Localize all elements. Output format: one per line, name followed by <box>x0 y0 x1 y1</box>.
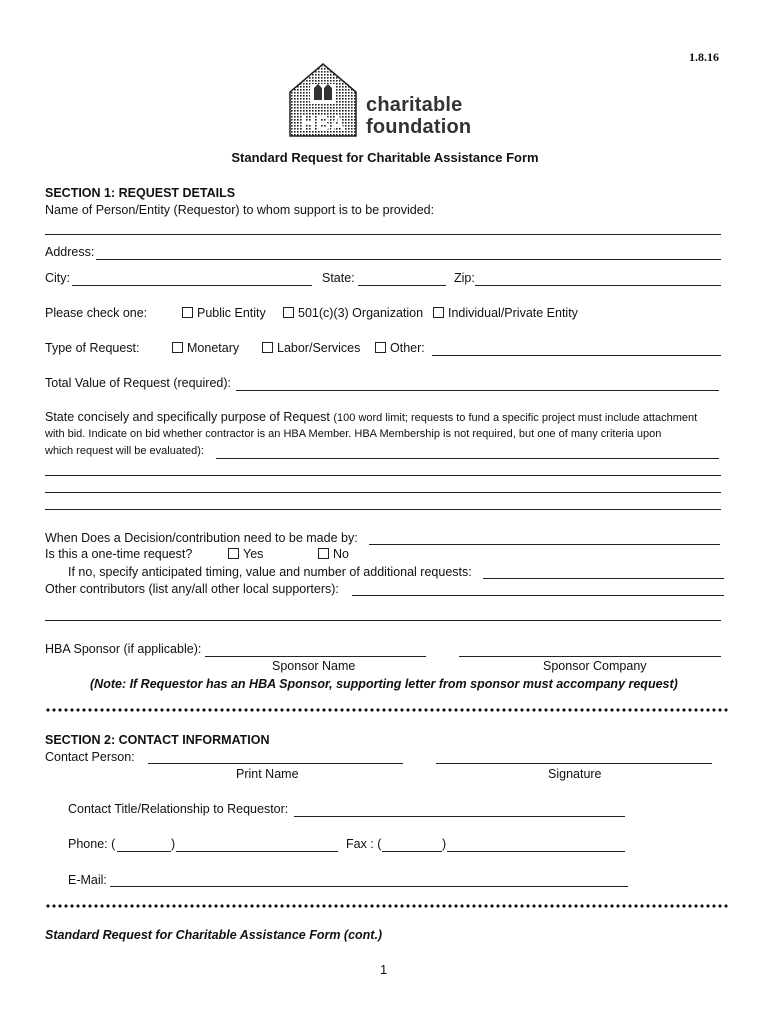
purpose-field-2[interactable] <box>45 475 721 476</box>
logo-word-charitable: charitable <box>366 94 463 116</box>
page-number: 1 <box>380 962 388 977</box>
print-name-field[interactable] <box>148 763 403 764</box>
other-contributors-field-2[interactable] <box>45 620 721 621</box>
state-field[interactable] <box>358 285 446 286</box>
purpose-label <box>45 410 697 424</box>
phone-paren: ) <box>171 837 176 851</box>
option-label: 501(c)(3) Organization <box>298 306 424 320</box>
sponsor-company-field[interactable] <box>459 656 721 657</box>
form-title: Standard Request for Charitable Assistance Form <box>231 150 539 165</box>
option-no[interactable] <box>318 547 349 561</box>
option-label: Other: <box>390 341 425 355</box>
purpose-note-2: with bid. Indicate on bid whether contractor is an HBA Member. HBA Membership is not required, but one of many criteria upon <box>45 428 662 440</box>
version-number: 1.8.16 <box>689 50 719 64</box>
sponsor-name-caption: Sponsor Name <box>272 659 356 673</box>
signature-field[interactable] <box>436 763 712 764</box>
option-label: No <box>333 547 349 561</box>
checkbox-icon[interactable] <box>262 342 273 353</box>
option-labor-services[interactable] <box>262 341 360 355</box>
address-label: Address: <box>45 245 95 259</box>
section-divider <box>45 708 728 712</box>
city-field[interactable] <box>72 285 312 286</box>
email-field[interactable] <box>110 886 628 887</box>
purpose-note-1: (100 word limit; requests to fund a specific project must include attachment <box>333 412 698 424</box>
option-yes[interactable] <box>228 547 263 561</box>
checkbox-icon[interactable] <box>172 342 183 353</box>
total-value-field[interactable] <box>236 390 719 391</box>
option-label: Yes <box>243 547 264 561</box>
fax-number-field[interactable] <box>447 851 625 852</box>
decision-label: When Does a Decision/contribution need to be made by: <box>45 531 358 545</box>
option-public-entity[interactable] <box>182 306 266 320</box>
logo-mark-text: HBA <box>301 113 345 135</box>
hba-logo-icon <box>288 62 358 138</box>
phone-label-text: Phone: ( <box>68 837 116 851</box>
zip-label: Zip: <box>454 271 475 285</box>
contact-title-label: Contact Title/Relationship to Requestor: <box>68 802 289 816</box>
zip-field[interactable] <box>475 285 721 286</box>
print-name-caption: Print Name <box>236 767 299 781</box>
fax-paren: ) <box>442 837 447 851</box>
fax-area-field[interactable] <box>382 851 442 852</box>
if-no-label: If no, specify anticipated timing, value and number of additional requests: <box>68 565 472 579</box>
checkbox-icon[interactable] <box>182 307 193 318</box>
phone-label <box>68 837 115 851</box>
fax-label: Fax : ( <box>346 837 382 851</box>
purpose-main: State concisely and specifically purpose of Request <box>45 410 330 424</box>
section2-heading: SECTION 2: CONTACT INFORMATION <box>45 733 270 747</box>
section1-heading: SECTION 1: REQUEST DETAILS <box>45 186 236 200</box>
decision-field[interactable] <box>369 544 720 545</box>
sponsor-label: HBA Sponsor (if applicable): <box>45 642 202 656</box>
one-time-label: Is this a one-time request? <box>45 547 193 561</box>
other-field[interactable] <box>432 355 721 356</box>
option-other[interactable] <box>375 341 425 355</box>
city-label: City: <box>45 271 70 285</box>
sponsor-note: (Note: If Requestor has an HBA Sponsor, supporting letter from sponsor must accompany request) <box>90 677 678 691</box>
purpose-field-4[interactable] <box>45 509 721 510</box>
purpose-field-1[interactable] <box>216 458 719 459</box>
total-value-label: Total Value of Request (required): <box>45 376 231 390</box>
section-divider-2 <box>45 904 728 908</box>
option-label: Individual/Private Entity <box>448 306 578 320</box>
sponsor-company-caption: Sponsor Company <box>543 659 647 673</box>
purpose-field-3[interactable] <box>45 492 721 493</box>
option-label: Public Entity <box>197 306 266 320</box>
other-contributors-field[interactable] <box>352 595 724 596</box>
checkbox-icon[interactable] <box>228 548 239 559</box>
checkbox-icon[interactable] <box>433 307 444 318</box>
check-one-label: Please check one: <box>45 306 148 320</box>
checkbox-icon[interactable] <box>375 342 386 353</box>
checkbox-icon[interactable] <box>318 548 329 559</box>
checkbox-icon[interactable] <box>283 307 294 318</box>
phone-area-field[interactable] <box>117 851 171 852</box>
option-label: Labor/Services <box>277 341 361 355</box>
purpose-note-3: which request will be evaluated): <box>45 445 204 457</box>
if-no-field[interactable] <box>483 578 724 579</box>
name-prompt: Name of Person/Entity (Requestor) to whom support is to be provided: <box>45 203 435 217</box>
name-field[interactable] <box>45 234 721 235</box>
contact-title-field[interactable] <box>294 816 625 817</box>
option-501c3[interactable] <box>283 306 423 320</box>
address-field[interactable] <box>96 259 721 260</box>
option-label: Monetary <box>187 341 240 355</box>
logo-word-foundation: foundation <box>366 116 472 138</box>
email-label: E-Mail: <box>68 873 107 887</box>
continuation-title: Standard Request for Charitable Assistance Form (cont.) <box>45 928 383 942</box>
state-label: State: <box>322 271 355 285</box>
phone-number-field[interactable] <box>176 851 338 852</box>
other-contributors-label: Other contributors (list any/all other local supporters): <box>45 582 339 596</box>
signature-caption: Signature <box>548 767 602 781</box>
sponsor-name-field[interactable] <box>205 656 426 657</box>
contact-person-label: Contact Person: <box>45 750 135 764</box>
option-individual[interactable] <box>433 306 578 320</box>
option-monetary[interactable] <box>172 341 239 355</box>
type-of-request-label: Type of Request: <box>45 341 140 355</box>
